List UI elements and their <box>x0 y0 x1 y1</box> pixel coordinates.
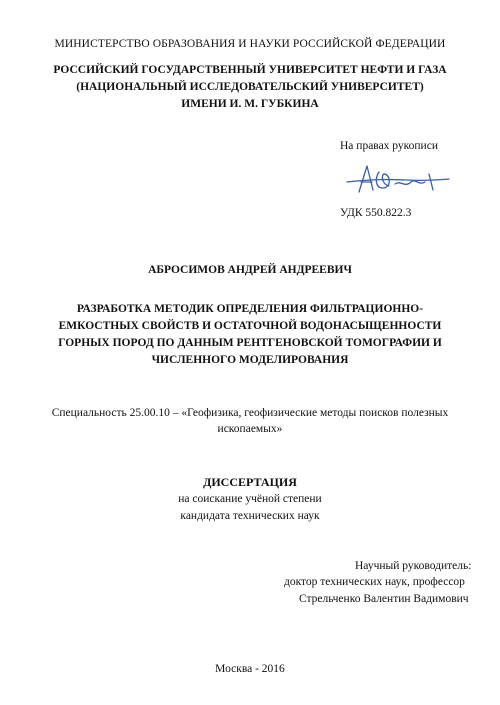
thesis-title-line-3: ГОРНЫХ ПОРОД ПО ДАННЫМ РЕНТГЕНОВСКОЙ ТОМОГРАФИИ И <box>58 337 442 349</box>
supervisor-label: Научный руководитель: <box>355 560 472 572</box>
university-name-line-2: (НАЦИОНАЛЬНЫЙ ИССЛЕДОВАТЕЛЬСКИЙ УНИВЕРСИТЕТ) <box>76 81 424 93</box>
university-name-line-1: РОССИЙСКИЙ ГОСУДАРСТВЕННЫЙ УНИВЕРСИТЕТ НЕФТИ И ГАЗА <box>53 64 447 76</box>
udk-code: УДК 550.822.3 <box>340 207 412 219</box>
university-name-line-3: ИМЕНИ И. М. ГУБКИНА <box>181 98 319 110</box>
degree-line-2: кандидата технических наук <box>180 510 320 522</box>
thesis-title-line-4: ЧИСЛЕННОГО МОДЕЛИРОВАНИЯ <box>151 354 349 366</box>
specialty-line-1: Специальность 25.00.10 – «Геофизика, геофизические методы поисков полезных <box>51 407 449 419</box>
ministry-heading: МИНИСТЕРСТВО ОБРАЗОВАНИЯ И НАУКИ РОССИЙСКОЙ ФЕДЕРАЦИИ <box>54 38 446 50</box>
specialty-line-2: ископаемых» <box>217 423 283 435</box>
thesis-title-line-1: РАЗРАБОТКА МЕТОДИК ОПРЕДЕЛЕНИЯ ФИЛЬТРАЦИОННО- <box>76 303 424 315</box>
supervisor-degree: доктор технических наук, профессор <box>284 576 465 588</box>
handwritten-signature <box>345 160 455 198</box>
degree-line-1: на соискание учёной степени <box>178 493 322 505</box>
dissertation-heading: ДИССЕРТАЦИЯ <box>203 475 297 489</box>
supervisor-name: Стрельченко Валентин Вадимович <box>299 593 469 605</box>
manuscript-rights-label: На правах рукописи <box>340 140 438 152</box>
author-name: АБРОСИМОВ АНДРЕЙ АНДРЕЕВИЧ <box>148 264 352 276</box>
city-year: Москва - 2016 <box>215 663 285 675</box>
thesis-title-line-2: ЕМКОСТНЫХ СВОЙСТВ И ОСТАТОЧНОЙ ВОДОНАСЫЩЕННОСТИ <box>58 320 442 332</box>
